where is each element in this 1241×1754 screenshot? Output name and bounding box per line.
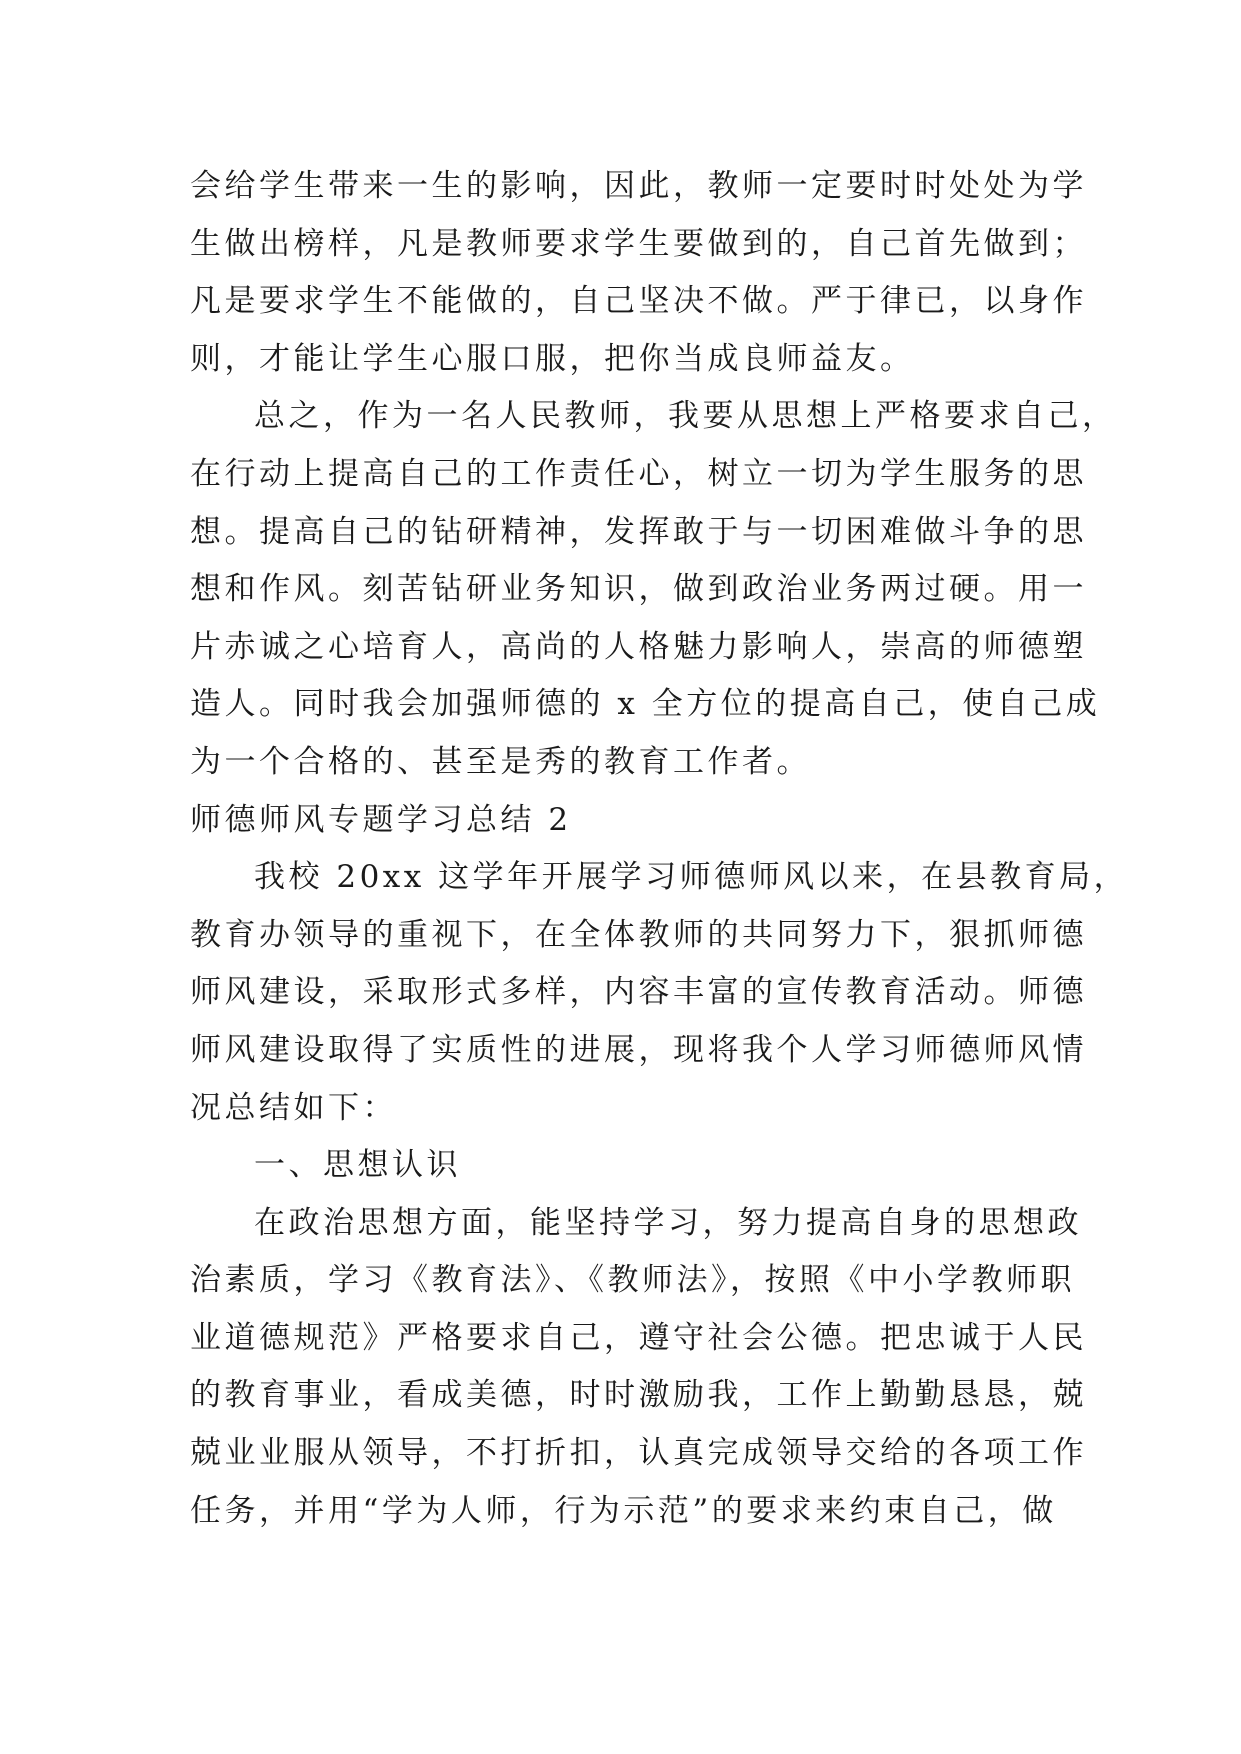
text-line: 在行动上提高自己的工作责任心，树立一切为学生服务的思 [190,455,1087,492]
paragraph-start-line: 我校 20xx 这学年开展学习师德师风以来，在县教育局， [254,859,1129,896]
paragraph-start-line: 在政治思想方面，能坚持学习，努力提高自身的思想政 [254,1204,1082,1241]
text-line: 教育办领导的重视下，在全体教师的共同努力下，狠抓师德 [190,916,1087,953]
text-line: 的教育事业，看成美德，时时激励我，工作上勤勤恳恳，兢 [190,1377,1087,1414]
text-line: 为一个合格的、甚至是秀的教育工作者。 [190,743,811,780]
text-line: 治素质，学习《教育法》、《教师法》，按照《中小学教师职 [190,1262,1075,1299]
section-title: 师德师风专题学习总结 2 [190,801,572,838]
text-line: 想。提高自己的钻研精神，发挥敢于与一切困难做斗争的思 [190,513,1087,550]
text-line: 片赤诚之心培育人，高尚的人格魅力影响人，崇高的师德塑 [190,628,1087,665]
text-line: 生做出榜样，凡是教师要求学生要做到的，自己首先做到； [190,225,1087,262]
subsection-heading: 一、思想认识 [254,1147,461,1184]
text-line: 况总结如下： [190,1089,397,1126]
text-line: 想和作风。刻苦钻研业务知识，做到政治业务两过硬。用一 [190,571,1087,608]
text-line: 师风建设取得了实质性的进展，现将我个人学习师德师风情 [190,1031,1087,1068]
text-line: 任务，并用“学为人师，行为示范”的要求来约束自己，做 [190,1492,1057,1529]
text-line: 业道德规范》严格要求自己，遵守社会公德。把忠诚于人民 [190,1319,1087,1356]
text-line: 会给学生带来一生的影响，因此，教师一定要时时处处为学 [190,168,1087,204]
text-line: 造人。同时我会加强师德的 x 全方位的提高自己，使自己成 [190,686,1101,723]
document-body [190,158,1129,1540]
text-line: 凡是要求学生不能做的，自己坚决不做。严于律已，以身作 [190,283,1087,320]
paragraph-start-line: 总之，作为一名人民教师，我要从思想上严格要求自己， [254,398,1117,435]
text-line: 兢业业服从领导，不打折扣，认真完成领导交给的各项工作 [190,1435,1087,1472]
text-line: 师风建设，采取形式多样，内容丰富的宣传教育活动。师德 [190,974,1087,1011]
text-line: 则，才能让学生心服口服，把你当成良师益友。 [190,340,915,377]
